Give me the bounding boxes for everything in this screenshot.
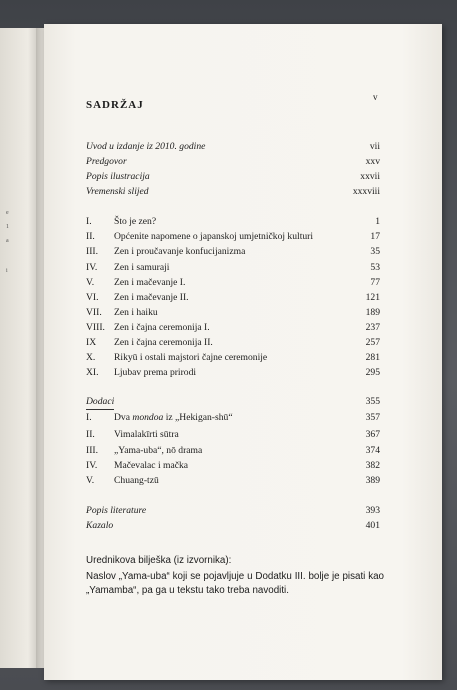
- toc-chapter: [86, 276, 380, 290]
- appendix-page: 355: [365, 396, 380, 407]
- chapter-page: 281: [365, 352, 380, 363]
- appendix-number: V.: [86, 475, 95, 486]
- toc-entry: [86, 504, 380, 518]
- toc-appendix-item: [86, 474, 380, 488]
- toc-chapter: [86, 306, 380, 320]
- appendix-title-italic: mondoa: [132, 412, 164, 423]
- chapter-number: IX: [86, 337, 97, 348]
- toc-entry: [86, 140, 380, 154]
- toc-entry-page: vii: [369, 141, 380, 152]
- chapter-page: 189: [365, 307, 380, 318]
- chapter-title: Ljubav prema prirodi: [114, 367, 197, 378]
- toc-entry: [86, 185, 380, 199]
- chapter-number: XI.: [86, 367, 99, 378]
- appendix-item-title: [114, 428, 179, 442]
- chapter-number: III.: [86, 246, 98, 257]
- toc-appendix-item: [86, 459, 380, 473]
- appendix-underline: [86, 409, 114, 410]
- prev-page-fragment: 1: [6, 224, 9, 230]
- prev-page-fragment: a: [6, 238, 9, 244]
- chapter-page: 17: [370, 231, 380, 242]
- appendix-item-page: 389: [365, 475, 380, 486]
- chapter-title: Zen i čajna ceremonija I.: [114, 322, 210, 333]
- toc-entry-title: Popis ilustracija: [86, 171, 150, 182]
- chapter-page: 35: [370, 246, 380, 257]
- toc-appendix-item: [86, 411, 380, 425]
- chapter-number: VI.: [86, 292, 99, 303]
- appendix-item-page: 367: [365, 429, 380, 440]
- chapter-page: 77: [370, 277, 380, 288]
- toc-chapter: [86, 321, 380, 335]
- editor-note-text: Naslov „Yama-uba“ koji se pojavljuje u Dodatku III. bolje je pisati kao „Yamamba“, pa ga u tekstu tako treba navoditi.: [86, 571, 384, 596]
- toc-chapter: [86, 215, 380, 229]
- toc-chapter: [86, 245, 380, 259]
- appendix-title-prefix: Mačevalac i mačka: [114, 460, 189, 471]
- chapter-title: Zen i mačevanje I.: [114, 277, 186, 288]
- toc-chapter: [86, 291, 380, 305]
- chapter-number: V.: [86, 277, 95, 288]
- toc-appendix-item: [86, 444, 380, 458]
- chapter-number: X.: [86, 352, 96, 363]
- previous-page-edge: [0, 28, 40, 668]
- appendix-title-prefix: „Yama-uba“, nō drama: [114, 445, 203, 456]
- chapter-number: II.: [86, 231, 95, 242]
- appendix-item-title: [114, 444, 202, 458]
- chapter-page: 1: [375, 216, 380, 227]
- toc-chapter: [86, 366, 380, 380]
- toc-entry-page: xxxviii: [352, 186, 380, 197]
- chapter-page: 237: [365, 322, 380, 333]
- chapter-number: VIII.: [86, 322, 105, 333]
- appendix-number: III.: [86, 445, 98, 456]
- chapter-number: VII.: [86, 307, 102, 318]
- appendix-number: IV.: [86, 460, 98, 471]
- toc-appendix-heading: [86, 395, 380, 409]
- chapter-title: Zen i samuraji: [114, 262, 170, 273]
- appendix-number: I.: [86, 412, 92, 423]
- chapter-title: Zen i čajna ceremonija II.: [114, 337, 213, 348]
- toc-entry-page: xxv: [365, 156, 380, 167]
- appendix-item-page: 357: [365, 412, 380, 423]
- chapter-page: 257: [365, 337, 380, 348]
- toc-entry-title: Uvod u izdanje iz 2010. godine: [86, 141, 206, 152]
- chapter-number: IV.: [86, 262, 98, 273]
- appendix-item-title: [114, 474, 159, 488]
- chapter-page: 295: [365, 367, 380, 378]
- chapter-title: Što je zen?: [114, 216, 157, 227]
- chapter-page: 53: [370, 262, 380, 273]
- appendix-item-title: [114, 459, 188, 473]
- appendix-title: Dodaci: [86, 396, 115, 407]
- toc-chapter: [86, 336, 380, 350]
- toc-chapter: [86, 230, 380, 244]
- toc-heading: SADRŽAJ: [86, 99, 144, 111]
- appendix-title-prefix: Dva: [114, 412, 133, 423]
- toc-entry-page: xxvii: [360, 171, 380, 182]
- chapter-title: Zen i proučavanje konfucijanizma: [114, 246, 246, 257]
- toc-entry: [86, 170, 380, 184]
- appendix-item-page: 382: [365, 460, 380, 471]
- toc-entry-title: Vremenski slijed: [86, 186, 149, 197]
- chapter-page: 121: [365, 292, 380, 303]
- toc-entry-page: 393: [365, 505, 380, 516]
- appendix-number: II.: [86, 429, 95, 440]
- chapter-title: Općenite napomene o japanskoj umjetničkoj kulturi: [114, 231, 314, 242]
- appendix-item-page: 374: [365, 445, 380, 456]
- appendix-title-suffix: iz „Hekigan-shū“: [163, 412, 233, 423]
- appendix-item-title: [114, 411, 233, 425]
- editor-note-heading: Urednikova bilješka (iz izvornika):: [86, 555, 232, 566]
- chapter-title: Zen i mačevanje II.: [114, 292, 189, 303]
- toc-entry: [86, 155, 380, 169]
- appendix-title-prefix: Vimalakīrti sūtra: [114, 429, 179, 440]
- toc-appendix-item: [86, 428, 380, 442]
- toc-chapter: [86, 351, 380, 365]
- appendix-title-prefix: Chuang-tzū: [114, 475, 159, 486]
- prev-page-fragment: e: [6, 210, 9, 216]
- toc-entry-title: Popis literature: [86, 505, 147, 516]
- toc-chapter: [86, 261, 380, 275]
- toc-entry-page: 401: [365, 520, 380, 531]
- prev-page-fragment: i: [6, 268, 8, 274]
- chapter-number: I.: [86, 216, 92, 227]
- chapter-title: Rikyū i ostali majstori čajne ceremonije: [114, 352, 268, 363]
- page-number: v: [373, 92, 378, 102]
- chapter-title: Zen i haiku: [114, 307, 158, 318]
- toc-entry: [86, 519, 380, 533]
- toc-entry-title: Kazalo: [86, 520, 114, 531]
- toc-entry-title: Predgovor: [86, 156, 127, 167]
